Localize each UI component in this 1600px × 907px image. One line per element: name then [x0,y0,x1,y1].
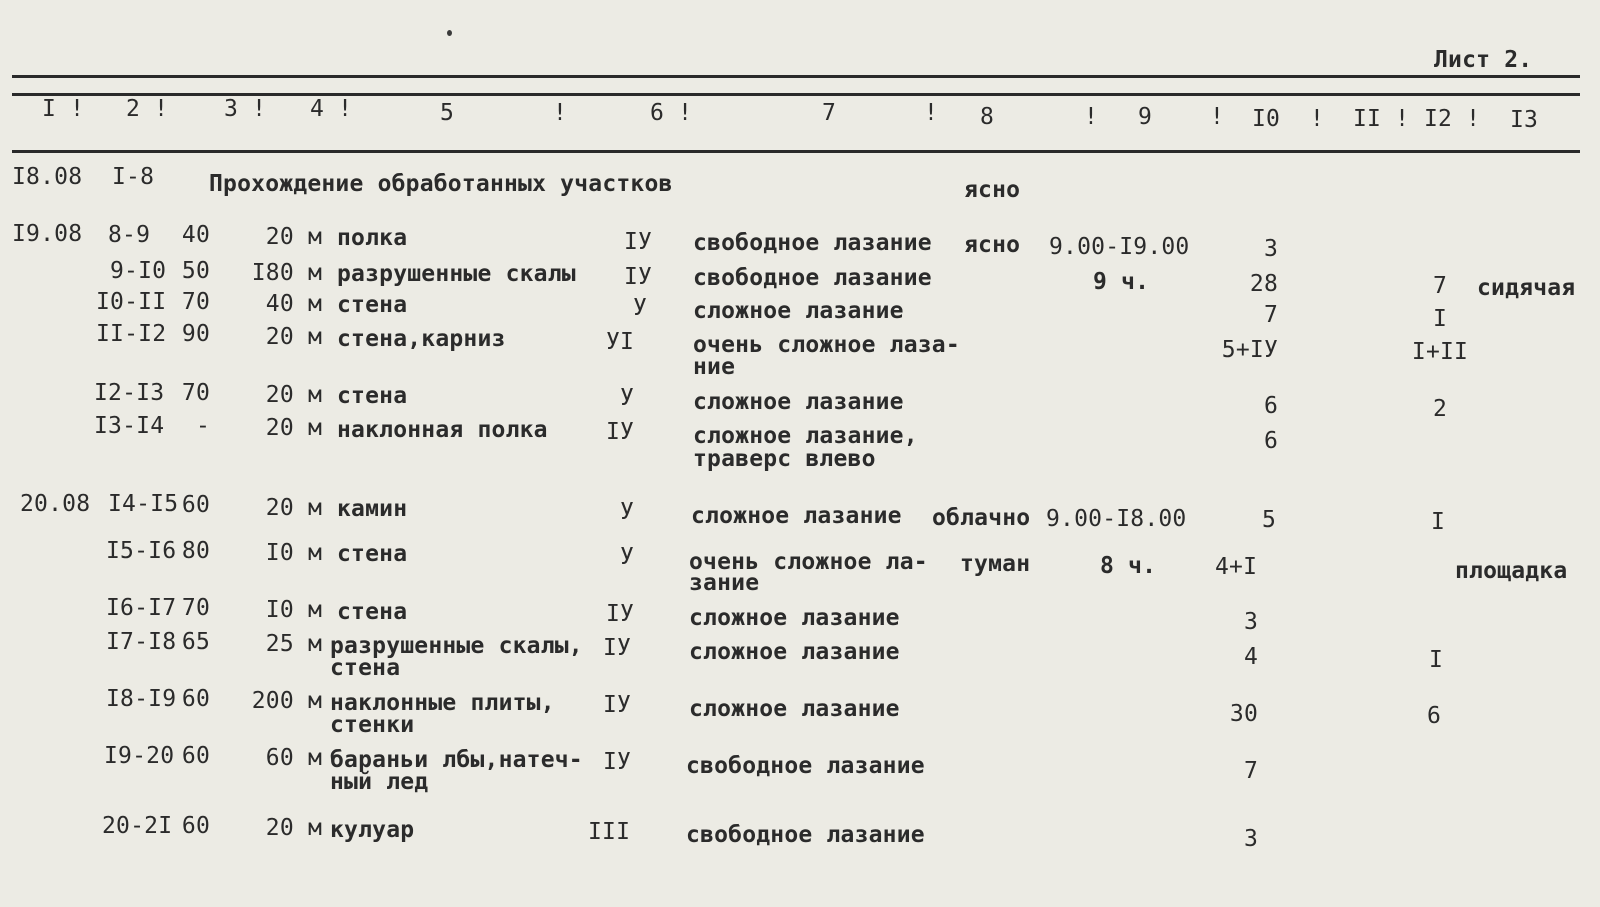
length-cell: 60 м [265,745,322,771]
pitons-cell: 28 [1249,271,1278,297]
technique-cell: очень сложное ла- [689,549,928,575]
weather-cell: облачно [932,505,1031,531]
segment-cell: II-I2 [96,321,167,347]
header-cell: I0 [1252,106,1281,132]
technique-cell: сложное лазание [689,639,900,665]
ink-speck [447,30,452,36]
bivouac-cell: сидячая [1477,275,1576,301]
technique-cell: сложное лазание, [693,423,918,449]
angle-cell: 70 [181,595,210,621]
category-cell: IУ [624,229,653,255]
header-cell: ! [1210,104,1225,130]
time-cell: 9.00-I8.00 [1046,506,1187,532]
angle-cell: 60 [181,743,210,769]
technique-cell: сложное лазание [693,298,904,324]
relief-cell: разрушенные скалы, [330,633,583,659]
length-cell: 200 м [251,688,322,714]
header-cell: 4 ! [310,96,353,122]
description-cell: Прохождение обработанных участков [209,171,673,197]
category-cell: УI [606,329,635,355]
relief-cell: стена [337,383,408,409]
segment-cell: I8-I9 [106,686,177,712]
angle-cell: 65 [181,629,210,655]
pitons-cell: 3 [1243,609,1258,635]
technique-cell: свободное лазание [693,265,932,291]
angle-cell: 60 [181,813,210,839]
header-cell: ! [924,100,939,126]
header-cell: 2 ! [126,96,169,122]
pitons-cell: 5 [1261,507,1276,533]
header-cell: ! [1084,104,1099,130]
technique-cell: сложное лазание [691,503,902,529]
segment-cell: I6-I7 [106,595,177,621]
length-cell: 40 м [265,291,322,317]
category-cell: IУ [606,419,635,445]
technique-cell-continued: траверс влево [693,446,876,472]
technique-cell-continued: ние [693,354,736,380]
category-cell: IУ [603,692,632,718]
pitons-cell: 5+IУ [1221,337,1278,363]
length-cell: 20 м [265,815,322,841]
category-cell: У [620,544,635,570]
segment-cell: 20-2I [102,813,173,839]
technique-cell: сложное лазание [689,696,900,722]
category-cell: У [620,385,635,411]
length-cell: 25 м [265,631,322,657]
bolts-cell: 2 [1432,396,1448,422]
pitons-cell: 6 [1263,428,1278,454]
category-cell: IУ [603,635,632,661]
length-cell: I0 м [265,597,322,623]
relief-cell: стена,карниз [337,326,506,352]
category-cell: У [633,295,648,321]
category-cell: IУ [603,749,632,775]
bolts-cell: 7 [1432,273,1448,299]
technique-cell: очень сложное лаза- [693,332,960,358]
pitons-cell: 3 [1243,826,1258,852]
relief-cell: кулуар [330,817,415,843]
length-cell: 20 м [265,382,322,408]
pitons-cell: 4 [1243,644,1258,670]
pitons-cell: 3 [1263,236,1278,262]
relief-cell-continued: стена [330,655,401,681]
weather-cell: ясно [964,177,1021,203]
technique-cell-continued: зание [689,570,760,596]
bolts-cell: 6 [1426,703,1442,729]
date-cell: 20.08 [20,491,91,517]
date-cell: I9.08 [12,221,83,247]
pitons-cell: 30 [1229,701,1258,727]
segment-cell: I0-II [96,289,167,315]
header-cell: I3 [1510,107,1539,133]
length-cell: 20 м [265,324,322,350]
header-cell: 5 [440,100,455,126]
segment-cell: I4-I5 [108,491,179,517]
category-cell: IУ [606,601,635,627]
relief-cell: стена [337,292,408,318]
top-rule [12,75,1580,78]
technique-cell: сложное лазание [693,389,904,415]
header-cell: I ! [42,96,85,122]
header-cell: 8 [980,104,995,130]
length-cell: 20 м [265,495,322,521]
segment-cell: I7-I8 [106,629,177,655]
header-cell: 9 [1138,104,1153,130]
relief-cell: наклонная полка [337,417,548,443]
segment-cell: I-8 [112,164,155,190]
relief-cell: полка [337,225,408,251]
header-cell: 6 ! [650,100,693,126]
angle-cell: 40 [181,222,210,248]
header-cell: 7 [822,100,837,126]
technique-cell: свободное лазание [686,822,925,848]
relief-cell: стена [337,541,408,567]
pitons-cell: 7 [1243,758,1258,784]
angle-cell: 90 [181,321,210,347]
length-cell: 20 м [265,224,322,250]
segment-cell: I5-I6 [106,538,177,564]
time-cell: 9 ч. [1093,269,1150,295]
header-cell: 3 ! [224,96,267,122]
header-cell: ! [1310,106,1325,132]
segment-cell: I3-I4 [94,413,165,439]
segment-cell: 8-9 [108,222,151,248]
time-cell: 9.00-I9.00 [1049,234,1190,260]
bolts-cell: I [1430,509,1446,535]
relief-cell: наклонные плиты, [330,690,555,716]
pitons-cell: 6 [1263,393,1278,419]
bivouac-cell: площадка [1455,558,1568,584]
relief-cell: разрушенные скалы [337,261,576,287]
category-cell: У [620,499,635,525]
sheet-label: Лист 2. [1434,47,1533,73]
technique-cell: сложное лазание [689,605,900,631]
category-cell: IУ [624,264,653,290]
relief-cell-continued: ный лед [330,769,429,795]
relief-cell: камин [337,496,408,522]
time-cell: 8 ч. [1100,553,1157,579]
relief-cell-continued: стенки [330,712,415,738]
length-cell: 20 м [265,415,322,441]
header-cell: II ! [1353,106,1410,132]
category-cell: III [588,819,631,845]
header-cell: I2 ! [1424,106,1481,132]
technique-cell: свободное лазание [686,753,925,779]
length-cell: I80 м [251,260,322,286]
segment-cell: I9-20 [104,743,175,769]
bolts-cell: I [1432,306,1448,332]
relief-cell: стена [337,599,408,625]
segment-cell: 9-I0 [110,258,167,284]
angle-cell: - [195,413,210,439]
relief-cell: бараньи лбы,натеч- [330,747,583,773]
pitons-cell: 4+I [1215,554,1258,580]
angle-cell: 80 [181,538,210,564]
angle-cell: 60 [181,686,210,712]
segment-cell: I2-I3 [94,380,165,406]
technique-cell: свободное лазание [693,230,932,256]
weather-cell: ясно [964,232,1021,258]
angle-cell: 70 [181,380,210,406]
weather-cell: туман [960,551,1031,577]
bolts-cell: I [1428,647,1444,673]
length-cell: I0 м [265,540,322,566]
angle-cell: 60 [181,492,210,518]
date-cell: I8.08 [12,164,83,190]
pitons-cell: 7 [1263,302,1278,328]
header-bottom-rule [12,150,1580,153]
header-top-rule [12,93,1580,96]
bolts-cell: I+II [1411,339,1469,365]
angle-cell: 70 [181,289,210,315]
angle-cell: 50 [181,258,210,284]
header-cell: ! [553,100,568,126]
